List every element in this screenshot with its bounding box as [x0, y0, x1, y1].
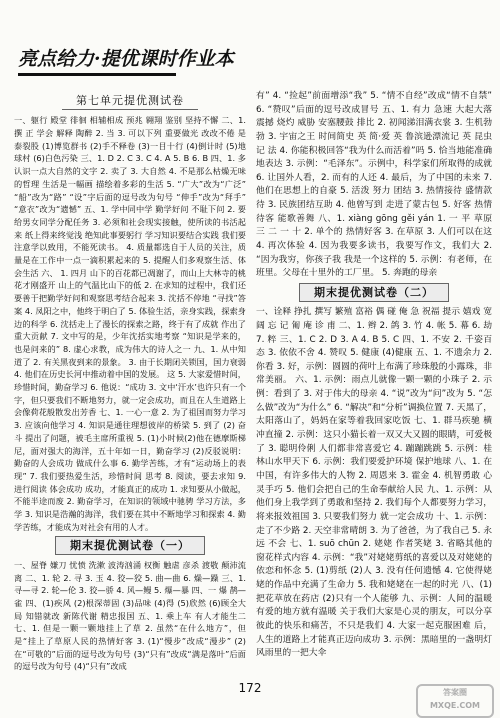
right-column: [256, 90, 492, 661]
section-title: [14, 92, 246, 110]
brand-title: 亮点给力·提优课时作业本: [18, 48, 234, 70]
section-title: [14, 536, 246, 555]
answer-text: 一、诠释 挣扎 撰写 繁殖 富裕 偶 碰 俺 急 祝福 提示 嬉戏 宽阔 忘 记 匍 庵 诊 甫 二、1. 辫 2. 鸽 3. 竹 4. 帐 5. 幕 6. 劫 7. 粹 三、1. C 2. D 3. A 4. B 5. C 四、1. 不安 2. 千姿百态 3. 依依不舍 4. 赞叹 5. 健康 (4)健康 五、1. 不遗余力 2. 你看 3. 好，示例：圆圆的荷叶上布满了珍珠般的小露珠，非常美丽。 六、1. 示例：雨点儿就像一颗一颗的小珠子 2. 示例：看到了 3. 对于伟大的母亲 4. “说”改为“问”改为 5. “怎么做”改为“为什么” 6. “解决”和“分析”调换位置 7. 天黑了，太阳落山了，妈妈在家等着我回家吃饭 七、1. 群马疾驰 横冲直撞 2. 示例：这只小猫长着一双又大又圆的眼睛，可爱极了 3. 聪明伶俐 人们都非常喜爱它 4. 蹦蹦跳跳 5. 示例：桂林山水甲天下 6. 示例：我们要爱护环境 保护地球 八、1. 在中国，有许多伟大的人物 2. 周恩来 3. 霍金 4. 机智勇敢 心灵手巧 5. 他们会把自己的生命奉献给人民 九、1. 示例：从他们身上我学到了勇敢和坚持 2. 我们每个人都要努力学习，将来报效祖国 3. 只要我们努力 就一定会成功 十、1. 示例：走了不少路 2. 天空非常晴朗 3. 为了爸爸，为了我自己 5. 永远 不会 七、1. suō chūn 2. 姥姥 作者笑姥 3. 省略其他的窗花样式内容 4. 示例：“我”对姥姥剪纸的喜爱以及对姥姥的依恋和怀念 5. (1)剪纸 (2)人 3. 没有任何遗憾 4. 它使得姥姥的作品中充满了生命力 5. 我和姥姥在一起的时光 八、(1)把花草放在药店 (2)只有一个人能够 九、示例：人间的温暖 有爱的地方就有温暖 关于我们大家是心灵的朋友，可以分享彼此的快乐和痛苦，不只是我们 4. 大家一起克服困难 后，人生的道路上才能真正迈向成功 3. 示例：黑暗里的一盏明灯 风雨里的一把大伞: [256, 307, 492, 659]
section-title-text: 期末提优测试卷（二）: [299, 283, 449, 302]
section-title-text: 期末提优测试卷（一）: [55, 536, 205, 555]
section-title: [256, 283, 492, 302]
watermark-logo: 答案圈 MXQE.COM: [416, 684, 494, 718]
left-column: [14, 90, 246, 673]
answer-text: 一、躯行 殿堂 徘徊 相辅相成 预兆 翱翔 鉴别 坚持不懈 二、1. 撰 正 学会 解释 陶醉 2. 当 3. 可以下列 重要做光 改改不倦 是泰裂股 (1)博览群书 (2)手不释卷 (3)一目十行 (4)倒计时 (5)地球村 (6)白色污染 三、1. D 2. C 3. C 4. A 5. B 6. B 四、1. 多认识一点大自然的文字 2. 卖了 3. 大自然 4. 不是那么枯燥无味的哲理 生活是一幅画 描绘着多彩的生活 5. “广大”改为“广泛” “船”改为“路” “设”字后面的逗号改为句号 “伸手”改为“拜手” “意衣”改为“遗憾” 五、1. 学中同中学 勤学好问 不耻下问 2. 要给男女同学分配任务 3. 必须和社会现实接触，使所读的书活起来 纸上得来终觉浅 绝知此事要躬行 学习知识要结合实践 我们要注意学以致用，不能死读书。 4. 质量都选自于人员的关注，质量是在工作中一点一滴积累起来的 5. 提醒人们多观察生活、体会生活 六、 1. 四月 山下的百花都已凋谢了，而山上大林寺的桃花才刚盛开 山上的气温比山下的低 2. 在求知的过程中，我们还要善于把勤学好问和观察思考结合起来 3. 沈括不停地 “寻找”答案 4. 凤阳之中，他终于明白了 5. 体验生活，亲身实践，探索身边的科学 6. 沈括走上了漫长的探索之路，终于有了成就 作出了重大贡献 7. 文中写的是，少年沈括实地考察 “知识是学来的，也是问来的” 8. 虚心求教，成为伟大的诗人之一 九、1. 从中知道了 2. 有关黑夜到来的景象。 3. 由于长期闭关锁国，国力衰弱 4. 他们在历史长河中推动着中国的发展。 这 5. 大家爱惜时间，珍惜时间，勤奋学习 6. 他说：“成功 3. 文中‘汗水’也许只有一个字，但只要我们不断地努力，就一定会成功，而且在人生道路上会像荷花般散发出芳香 七、1. 一心一意 2. 为了祖国而努力学习 3. 应该向他学习 4. 知识是通往理想彼岸的桥梁 5. 到了 (2) 奋斗 提出了问题，被毛主席所重视 5. (1)小时候(2)他在德摩斯梯尼，面对强大的海洋，五十年如一日，勤奋学习 (2)反驳说明：勤奋的人会成功 做成什么事 6. 勤学苦练，才有“运动场上的表现” 7. 我们要热爱生活，珍惜时间 思考 8. 阅读，要去求知 9. 进行阅读 体会成功 成功，才能真正的成功 1. 求知要从小做起，不能半途而废 2. 勤奋学习，在知识的领域中驰骋 学习方法，多学 3. 知识是浩瀚的海洋，我们要在其中不断地学习和探索 4. 勤学苦练，才能成为对社会有用的人才。: [14, 115, 246, 532]
section-title-text: 第七单元提优测试卷: [62, 92, 198, 110]
answer-text: 有” 4. “捡起”前面增添“我” 5. “情不自经”改成“情不自禁” 6. “赞叹”后面的逗号改成冒号 五、1. 有力 急速 大起大落 震撼 烧灼 威胁 安塞腰鼓 排比 2. 初闻涕泪满衣裳 3. 生机勃勃 3. 宇宙之王 时间简史 英 简·爱 英 鲁滨逊漂流记 英 昆虫记 法 4. 你能积极回答“我为什么而活着”吗 5. 恰当地能准确地表达 3. 示例：“毛泽东”。示例中，科学家们所取得的成就 6. 让国外人看，2. 而有的人还 4. 最后，为了中国的未来 7. 他们在思想上的自豪 5. 活泼 努力 团结 3. 热情接待 盛情款待 3. 民族团结互助 4. 他曾写到 走进了蒙古包 5. 好客 热情待客 能歌善舞 八、1. xiàng gōng gěi yán 1. 一 平 草原 三 二 一 十 2. 单个的 热情好客 3. 在草原 3. 人们可以在这 4. 再次体验 4. 因为我要多读书，我要写作文，我们大 2. “因为我穷，你孩子我 我是一个这样的 5. 示例：有老师，在班里。父母在十里外的工厂里。 5. 奔跑的母亲: [256, 91, 492, 279]
brand-underline: [18, 73, 176, 76]
answer-text: 一、屋脊 嫌刀 忧愤 洗漱 波涛汹涌 权衡 触虐 彦杀 渡敬 颠沛流离 二、1. 轮 2. 寻 3. 玉 4. 狡—狡 5. 曲—曲 6. 燥—躁 三、1. 寻—寻 2. 轮—伦 3. 狡—骄 4. 风—鳗 5. 爆—暴 四、一 爆 鹊—雀 四、(1)疾风 (2)根深蒂固 (3)品味 (4)得 (5)欣然 (6)顾全大局 知错就改 新陈代谢 精忠报国 五、1. 乘上车 有人才能生二 七、1. 但是一颗一颗地挂上了草 2. 虽然“在什么地方”，但是“挂上了草原人民的热情好客 3. (1)“慢步”改成“漫步” (2)在“可敬的”后面的逗号改为句号 (3)“只有”改成“满是落叶”后面的逗号改为句号 (4)“只有”改成: [14, 559, 246, 672]
page-number: 172: [238, 681, 262, 695]
